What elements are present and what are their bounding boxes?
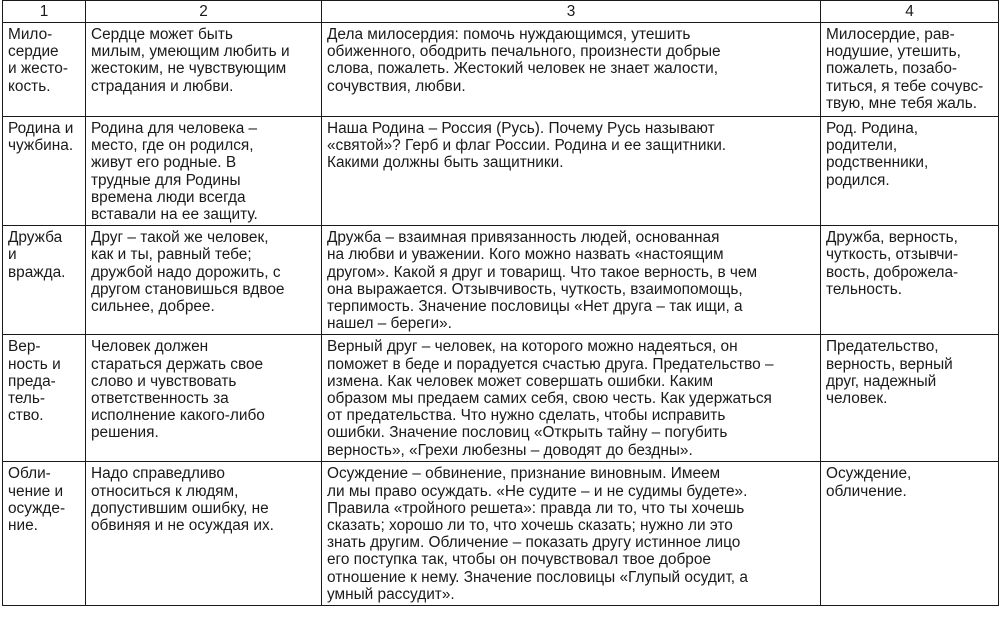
topic-cell: Родина и чужбина. <box>3 117 86 226</box>
table-row <box>3 23 999 117</box>
idea-cell: Сердце может быть милым, умеющим любить и жестоким, не чувствующим страдания и любви. <box>86 23 322 117</box>
topic-cell: Дружба и вражда. <box>3 226 86 335</box>
lesson-topics-table <box>2 0 999 606</box>
content-cell: Наша Родина – Россия (Русь). Почему Русь называют «святой»? Герб и флаг России. Родина и ее защитники. Какими должны быть защитники. <box>322 117 821 226</box>
content-cell: Верный друг – человек, на которого можно надеяться, он поможет в беде и порадуется счастью друга. Предательство – измена. Как человек может совершать ошибки. Каким образом мы предаем самих себя, свою честь. Как удержаться от предательства. Что нужно сделать, чтобы исправить ошибки. Значение пословиц «Открыть тайну – погубить верность», «Грехи любезны – доводят до бездны». <box>322 335 821 462</box>
column-header-3: 3 <box>322 1 821 23</box>
table-row <box>3 226 999 335</box>
content-cell: Осуждение – обвинение, признание виновным. Имеем ли мы право осуждать. «Не судите – и не судимы будете». Правила «тройного решета»: правда ли то, что ты хочешь сказать; хорошо ли то, что хочешь сказать; нужно ли это знать другим. Обличение – показать другу истинное лицо его поступка так, чтобы он почувствовал твое доброе отношение к нему. Значение пословицы «Глупый осудит, а умный рассудит». <box>322 462 821 606</box>
column-header-4: 4 <box>821 1 999 23</box>
idea-cell: Надо справедливо относиться к людям, допустившим ошибку, не обвиняя и не осуждая их. <box>86 462 322 606</box>
table-row <box>3 117 999 226</box>
vocabulary-cell: Род. Родина, родители, родственники, родился. <box>821 117 999 226</box>
header-row <box>3 1 999 23</box>
idea-cell: Друг – такой же человек, как и ты, равный тебе; дружбой надо дорожить, с другом становишься вдвое сильнее, добрее. <box>86 226 322 335</box>
table-row <box>3 335 999 462</box>
topic-cell: Вер- ность и преда- тель- ство. <box>3 335 86 462</box>
vocabulary-cell: Дружба, верность, чуткость, отзывчи- вость, доброжела- тельность. <box>821 226 999 335</box>
vocabulary-cell: Осуждение, обличение. <box>821 462 999 606</box>
idea-cell: Человек должен стараться держать свое слово и чувствовать ответственность за исполнение какого-либо решения. <box>86 335 322 462</box>
topic-cell: Обли- чение и осужде- ние. <box>3 462 86 606</box>
content-cell: Дружба – взаимная привязанность людей, основанная на любви и уважении. Кого можно назвать «настоящим другом». Какой я друг и товарищ. Что такое верность, в чем она выражается. Отзывчивость, чуткость, взаимопомощь, терпимость. Значение пословицы «Нет друга – так ищи, а нашел – береги». <box>322 226 821 335</box>
vocabulary-cell: Милосердие, рав- нодушие, утешить, пожалеть, позабо- титься, я тебе сочувс- твую, мне тебя жаль. <box>821 23 999 117</box>
vocabulary-cell: Предательство, верность, верный друг, надежный человек. <box>821 335 999 462</box>
column-header-1: 1 <box>3 1 86 23</box>
idea-cell: Родина для человека – место, где он родился, живут его родные. В трудные для Родины времена люди всегда вставали на ее защиту. <box>86 117 322 226</box>
table-row <box>3 462 999 606</box>
topic-cell: Мило- сердие и жесто- кость. <box>3 23 86 117</box>
column-header-2: 2 <box>86 1 322 23</box>
content-cell: Дела милосердия: помочь нуждающимся, утешить обиженного, ободрить печального, произнести добрые слова, пожалеть. Жестокий человек не знает жалости, сочувствия, любви. <box>322 23 821 117</box>
